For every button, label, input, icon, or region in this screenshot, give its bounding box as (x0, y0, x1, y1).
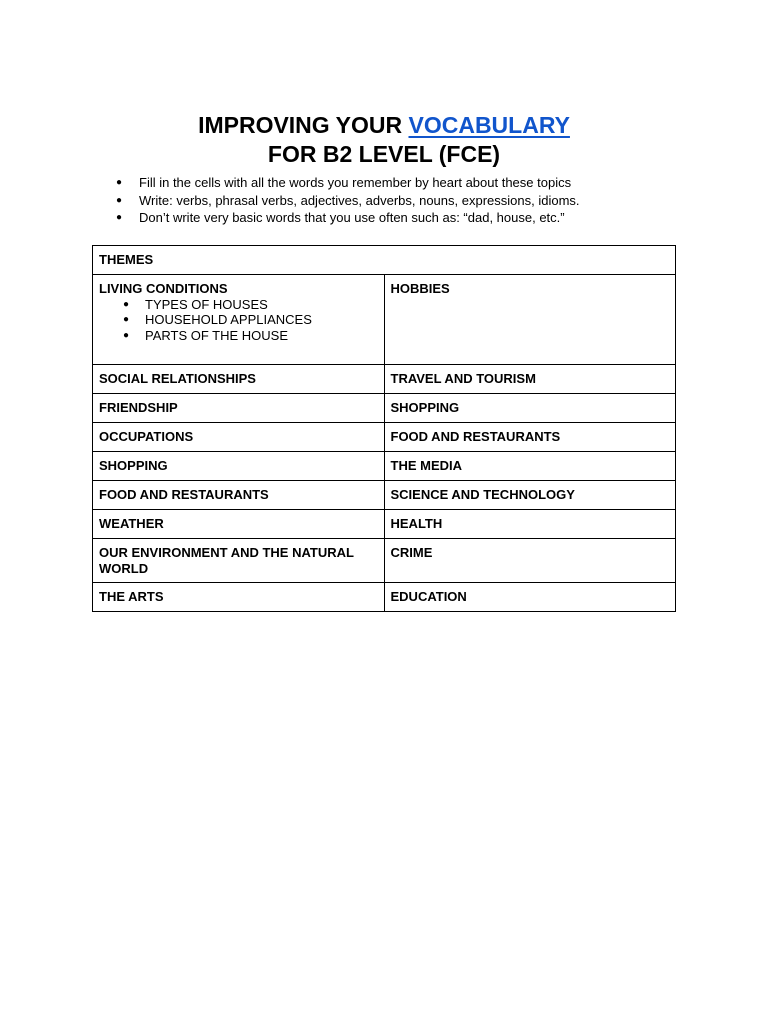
table-cell[interactable]: OUR ENVIRONMENT AND THE NATURAL WORLD (93, 539, 385, 583)
table-cell[interactable]: OCCUPATIONS (93, 423, 385, 452)
table-cell[interactable]: THE MEDIA (384, 452, 676, 481)
bullet-icon: ● (116, 194, 123, 206)
table-cell[interactable]: THE ARTS (93, 583, 385, 612)
table-cell-hobbies[interactable]: HOBBIES (384, 275, 676, 365)
table-row (93, 365, 676, 394)
sublist-item-text: TYPES OF HOUSES (145, 296, 268, 312)
instruction-text: Fill in the cells with all the words you remember by heart about these topics (139, 175, 572, 190)
table-cell[interactable]: FRIENDSHIP (93, 394, 385, 423)
sublist-item-text: PARTS OF THE HOUSE (145, 327, 289, 343)
table-cell[interactable]: EDUCATION (384, 583, 676, 612)
table-cell[interactable]: FOOD AND RESTAURANTS (93, 481, 385, 510)
title-highlight-vocabulary: VOCABULARY (408, 112, 570, 138)
sublist-item (99, 312, 378, 328)
table-row (93, 481, 676, 510)
bullet-icon: ● (123, 314, 130, 325)
title-prefix: IMPROVING YOUR (198, 112, 409, 138)
table-cell[interactable]: WEATHER (93, 510, 385, 539)
table-cell[interactable]: SHOPPING (93, 452, 385, 481)
table-row (93, 510, 676, 539)
table-row (93, 452, 676, 481)
instruction-item (116, 209, 580, 227)
table-row (93, 583, 676, 612)
table-cell[interactable]: HEALTH (384, 510, 676, 539)
themes-header-cell: THEMES (93, 246, 676, 275)
sublist-item (99, 328, 378, 344)
table-cell-living-conditions[interactable] (93, 275, 385, 365)
table-cell[interactable]: SHOPPING (384, 394, 676, 423)
sublist-item-text: HOUSEHOLD APPLIANCES (145, 312, 312, 327)
instruction-text: Write: verbs, phrasal verbs, adjectives, adverbs, nouns, expressions, idioms. (139, 192, 580, 208)
table-row (93, 275, 676, 365)
instructions-list (116, 174, 580, 227)
table-cell[interactable]: FOOD AND RESTAURANTS (384, 423, 676, 452)
instruction-item (116, 174, 580, 192)
sublist-item (99, 297, 378, 313)
bullet-icon: ● (116, 177, 123, 188)
table-cell[interactable]: SOCIAL RELATIONSHIPS (93, 365, 385, 394)
table-cell[interactable]: CRIME (384, 539, 676, 583)
table-row (93, 539, 676, 583)
table-row (93, 423, 676, 452)
instruction-text: Don’t write very basic words that you use often such as: “dad, house, etc.” (139, 210, 565, 225)
bullet-icon: ● (123, 329, 130, 341)
table-header-row (93, 246, 676, 275)
table-cell[interactable]: SCIENCE AND TECHNOLOGY (384, 481, 676, 510)
bullet-icon: ● (123, 298, 130, 310)
living-conditions-label: LIVING CONDITIONS (99, 281, 228, 296)
instruction-item (116, 192, 580, 210)
living-conditions-sublist (99, 297, 378, 344)
themes-table (92, 245, 676, 612)
table-cell[interactable]: TRAVEL AND TOURISM (384, 365, 676, 394)
page-title-line-1 (0, 111, 768, 139)
table-row (93, 394, 676, 423)
bullet-icon: ● (116, 212, 123, 223)
page-title-line-2: FOR B2 LEVEL (FCE) (267, 141, 501, 167)
